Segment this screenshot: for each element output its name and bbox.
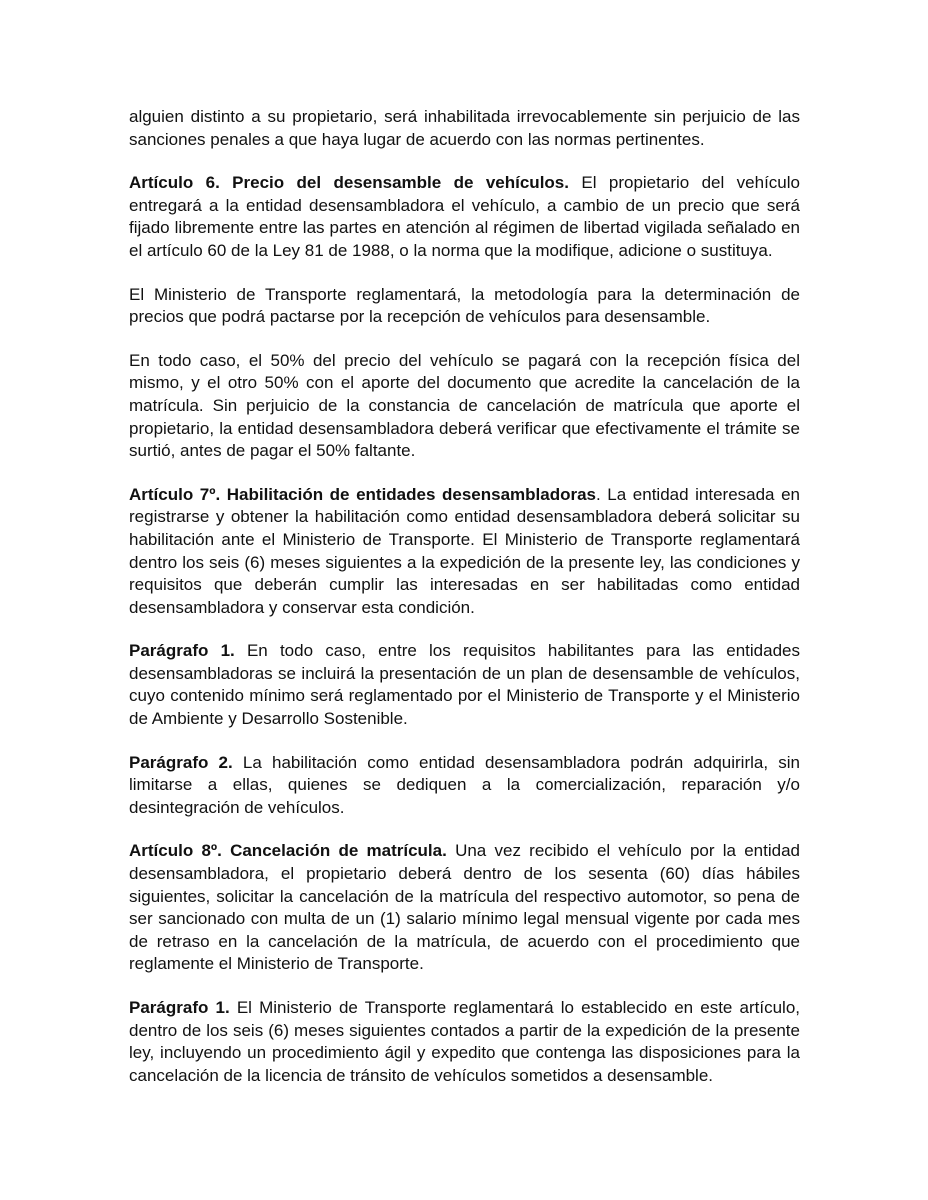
document-page [129,106,800,1108]
paragraph-paragrafo-1-art8 [129,997,800,1087]
paragraph-text: La habilitación como entidad desensambladora podrán adquirirla, sin limitarse a ellas, quienes se dediquen a la comercialización, reparación y/o desintegración de vehículos. [129,752,800,817]
paragraph-text: Una vez recibido el vehículo por la entidad desensambladora, el propietario deberá dentro de los sesenta (60) días hábiles siguientes, solicitar la cancelación de la matrícula del respectivo automotor, so pena de ser sancionado con multa de un (1) salario mínimo legal mensual vigente por cada mes de retraso en la cancelación de la matrícula, de acuerdo con el procedimiento que reglamente el Ministerio de Transporte. [129,841,800,974]
paragraph-text: En todo caso, el 50% del precio del vehículo se pagará con la recepción física del mismo, y el otro 50% con el aporte del documento que acredite la cancelación de la matrícula. Sin perjuicio de la constancia de cancelación de matrícula que aporte el propietario, la entidad desensambladora deberá verificar que efectivamente el trámite se surtió, antes de pagar el 50% faltante. [129,350,800,461]
paragraph-articulo-8 [129,840,800,976]
paragraph-text: El propietario del vehículo entregará a la entidad desensambladora el vehículo, a cambio de un precio que será fijado libremente entre las partes en atención al régimen de libertad vigilada señalado en el artículo 60 de la Ley 81 de 1988, o la norma que la modifique, adicione o sustituya. [129,173,800,260]
paragraph-paragrafo-1-art7 [129,640,800,730]
paragraph-text: . La entidad interesada en registrarse y obtener la habilitación como entidad desensambladora deberá solicitar su habilitación ante el Ministerio de Transporte. El Ministerio de Transporte reglamentará dentro los seis (6) meses siguientes a la expedición de la presente ley, las condiciones y requisitos que deberán cumplir las interesadas en ser habilitadas como entidad desensambladora y conservar esta condición. [129,484,800,617]
paragraph-articulo-7 [129,484,800,620]
paragraph-heading: Parágrafo 1. [129,998,230,1017]
article-heading: Artículo 8º. Cancelación de matrícula. [129,841,447,861]
paragraph-articulo-6 [129,172,800,262]
paragraph-text: En todo caso, entre los requisitos habilitantes para las entidades desensambladoras se incluirá la presentación de un plan de desensamble de vehículos, cuyo contenido mínimo será reglamentado por el Ministerio de Transporte y el Ministerio de Ambiente y Desarrollo Sostenible. [129,641,801,729]
paragraph-text: alguien distinto a su propietario, será inhabilitada irrevocablemente sin perjuicio de las sanciones penales a que haya lugar de acuerdo con las normas pertinentes. [129,107,800,149]
article-heading: Artículo 7º. Habilitación de entidades desensambladoras [129,484,597,504]
paragraph-inhabilitacion [129,106,800,151]
article-heading: Artículo 6. Precio del desensamble de vehículos. [129,173,569,193]
paragraph-heading: Parágrafo 2. [129,752,233,772]
paragraph-heading: Parágrafo 1. [129,641,235,661]
paragraph-text: El Ministerio de Transporte reglamentará, la metodología para la determinación de precios que podrá pactarse por la recepción de vehículos para desensamble. [129,284,800,327]
paragraph-paragrafo-2-art7 [129,752,800,820]
paragraph-text: El Ministerio de Transporte reglamentará lo establecido en este artículo, dentro de los seis (6) meses siguientes contados a partir de la expedición de la presente ley, incluyendo un procedimiento ágil y expedito que contenga las disposiciones para la cancelación de la licencia de tránsito de vehículos sometidos a desensamble. [129,998,800,1085]
paragraph-pago-50 [129,350,800,463]
paragraph-metodologia-precios [129,284,800,329]
